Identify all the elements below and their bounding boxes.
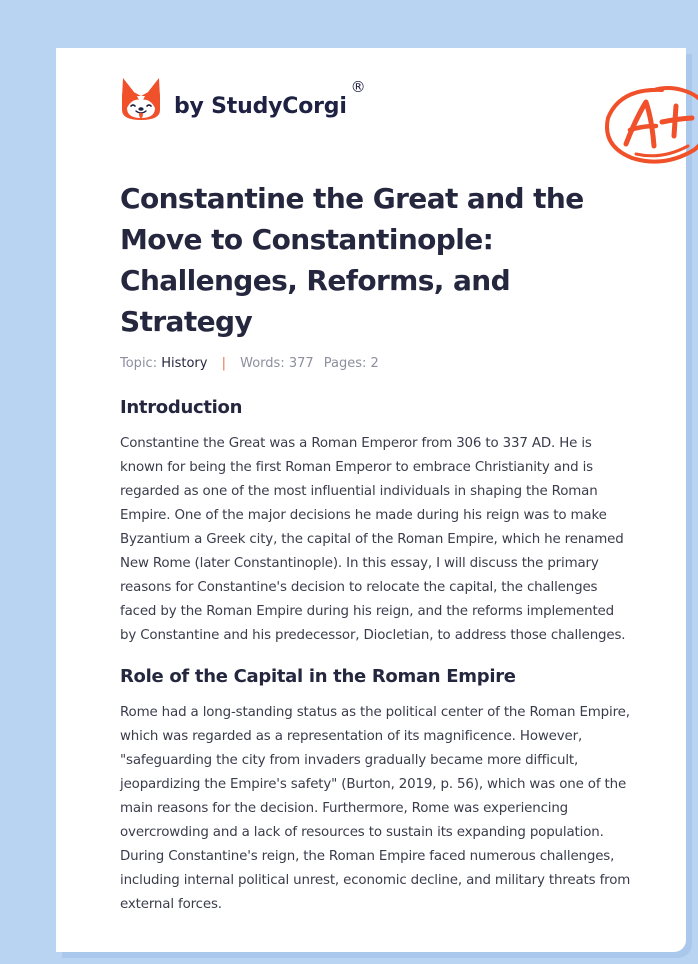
- section-paragraph-role-of-capital: Rome had a long-standing status as the political center of the Roman Empire, which was regarded as a representation of its magnificence. However, "safeguarding the city from invaders gradually became more difficult, jeopardizing the Empire's safety" (Burton, 2019, p. 56), which was one of the main reasons for the decision. Furthermore, Rome was experiencing overcrowding and a lack of resources to sustain its expanding population. During Constantine's reign, the Roman Empire faced numerous challenges, including internal political unrest, economic decline, and military threats from external forces.: [120, 705, 631, 912]
- a-plus-grade-icon: [602, 84, 698, 166]
- header: [120, 74, 650, 144]
- page-count: Pages: 2: [323, 356, 379, 371]
- topic-link[interactable]: History: [161, 356, 208, 371]
- registered-mark: ®: [350, 78, 366, 96]
- document-card: [56, 48, 686, 952]
- article-title: Constantine the Great and the Move to Constantinople: Challenges, Reforms, and Strategy: [120, 182, 584, 338]
- word-count: Words: 377: [240, 356, 314, 371]
- studycorgi-logo[interactable]: [120, 76, 366, 122]
- brand-name: by StudyCorgi: [174, 93, 347, 119]
- corgi-face-icon: [120, 76, 162, 122]
- meta-separator: |: [221, 356, 226, 371]
- section-heading-introduction: Introduction: [120, 397, 243, 418]
- article-meta: [120, 356, 632, 371]
- article: [120, 178, 632, 917]
- section-paragraph-introduction: Constantine the Great was a Roman Emperor from 306 to 337 AD. He is known for being the first Roman Emperor to embrace Christianity and is regarded as one of the most influential individuals in shaping the Roman Empire. One of the major decisions he made during his reign was to make Byzantium a Greek city, the capital of the Roman Empire, which he renamed New Rome (later Constantinople). In this essay, I will discuss the primary reasons for Constantine's decision to relocate the capital, the challenges faced by the Roman Empire during his reign, and the reforms implemented by Constantine and his predecessor, Diocletian, to address those challenges.: [120, 436, 626, 643]
- section-heading-role-of-capital: Role of the Capital in the Roman Empire: [120, 666, 516, 687]
- topic-label: Topic:: [120, 356, 158, 371]
